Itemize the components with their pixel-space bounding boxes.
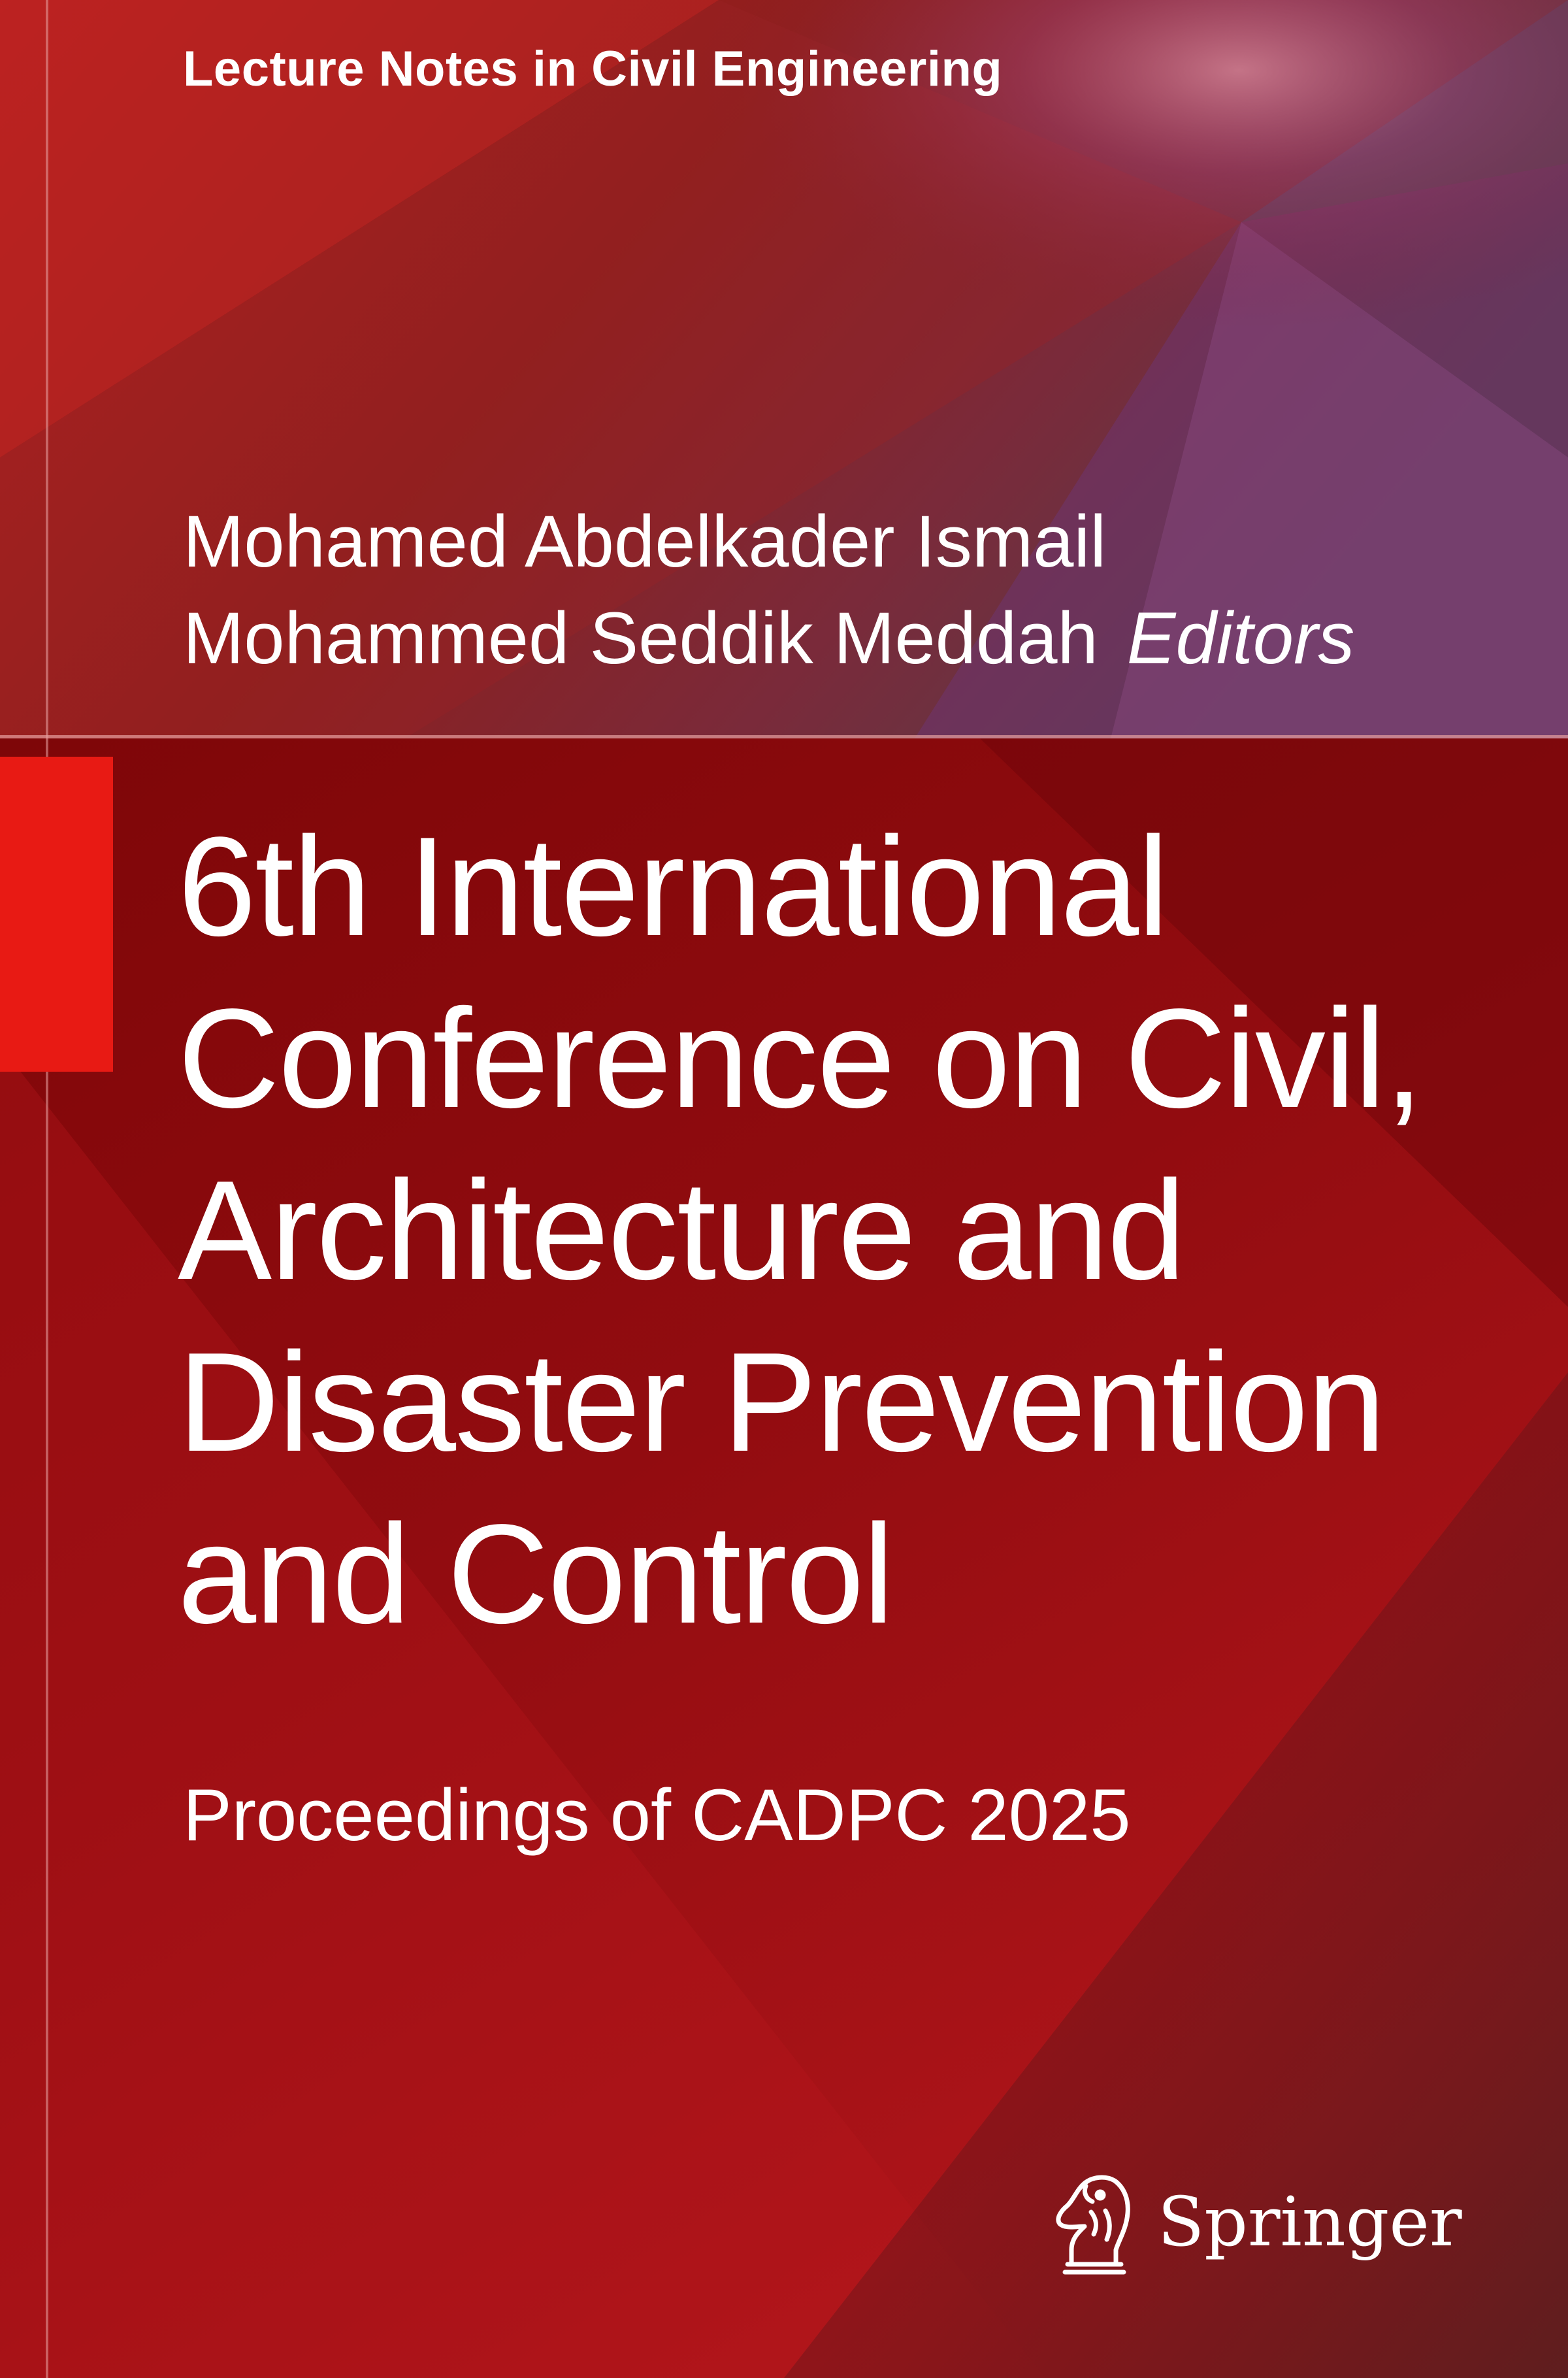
title-line: Disaster Prevention: [178, 1323, 1384, 1481]
publisher-mark: [1045, 2156, 1462, 2287]
series-title: Lecture Notes in Civil Engineering: [183, 41, 1003, 97]
publisher-name: Springer: [1158, 2182, 1462, 2262]
title-line: Architecture and: [178, 1151, 1184, 1309]
editors-role-label: Editors: [1126, 597, 1355, 679]
title-line: Conference on Civil,: [178, 979, 1422, 1137]
book-subtitle: Proceedings of CADPC 2025: [183, 1774, 1131, 1856]
editor-name: Mohammed Seddik Meddah: [183, 597, 1098, 679]
title-line: and Control: [178, 1495, 893, 1653]
editors-block: [183, 493, 1354, 687]
chess-knight-horse-icon: [1045, 2166, 1143, 2277]
book-title: [178, 801, 1511, 1660]
title-line: 6th International: [178, 807, 1168, 965]
editor-name: Mohamed Abdelkader Ismail: [183, 501, 1107, 582]
editor-line-2: [183, 590, 1354, 687]
